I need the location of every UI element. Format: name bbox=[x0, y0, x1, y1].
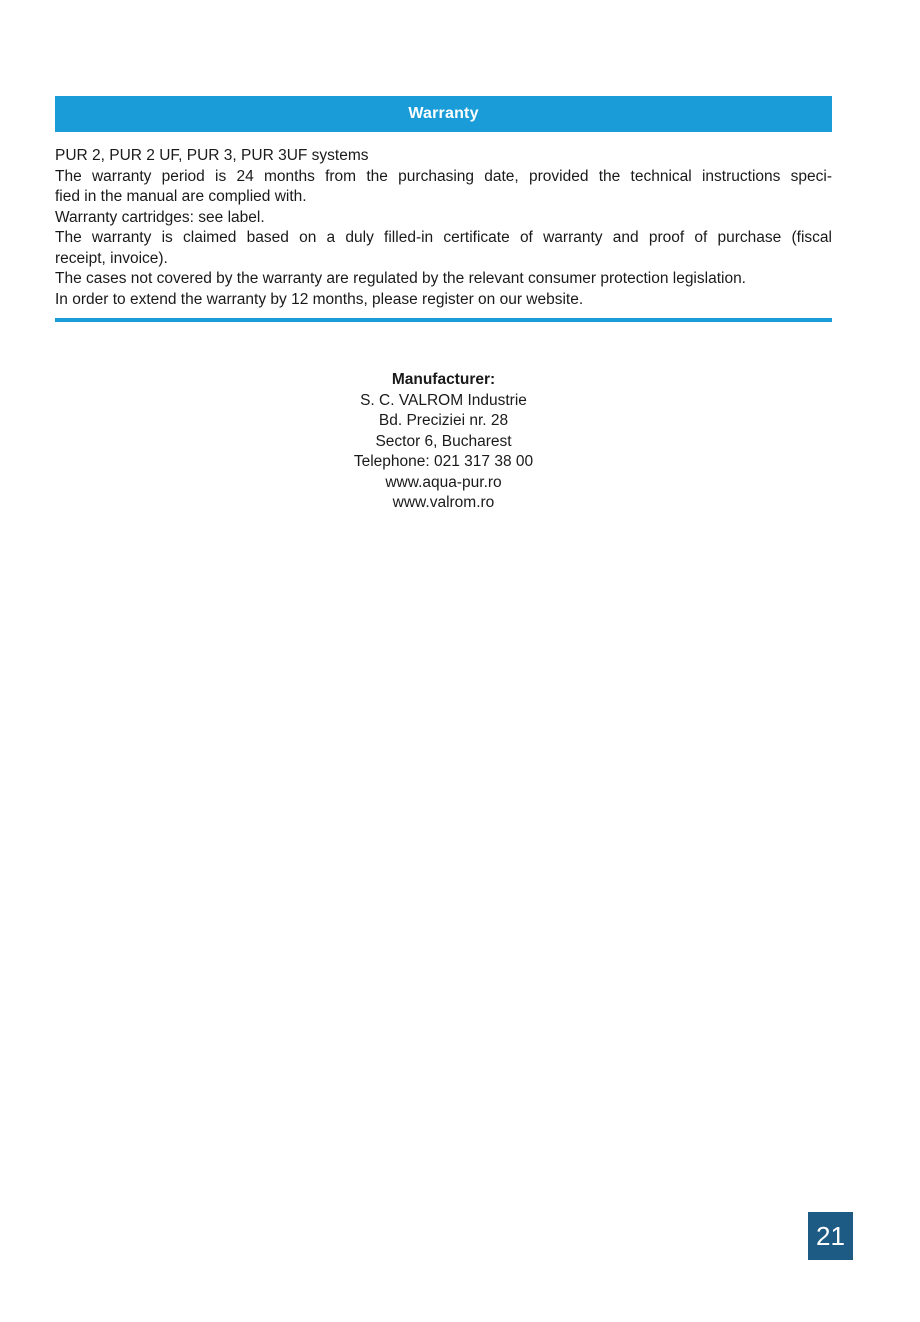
warranty-text-line: receipt, invoice). bbox=[55, 249, 168, 267]
warranty-text-line: Warranty cartridges: see label. bbox=[55, 208, 265, 226]
warranty-text-line: The cases not covered by the warranty are regulated by the relevant consumer protection legislation. bbox=[55, 270, 746, 287]
manufacturer-line: Telephone: 021 317 38 00 bbox=[353, 453, 534, 470]
warranty-text bbox=[55, 146, 832, 310]
section-title: Warranty bbox=[408, 105, 479, 122]
warranty-text-line: fied in the manual are complied with. bbox=[55, 188, 307, 205]
warranty-text-line: The warranty is claimed based on a duly filled-in certificate of warranty and proof of purchase (fiscal bbox=[55, 229, 832, 246]
manufacturer-line: S. C. VALROM Industrie bbox=[360, 391, 527, 409]
warranty-text-line: The warranty period is 24 months from the purchasing date, provided the technical instructions speci- bbox=[55, 167, 832, 185]
section-header-bar bbox=[55, 96, 832, 132]
manufacturer-line: Sector 6, Bucharest bbox=[375, 432, 512, 450]
warranty-text-line: In order to extend the warranty by 12 months, please register on our website. bbox=[55, 290, 584, 308]
manufacturer-line: www.aqua-pur.ro bbox=[385, 473, 502, 491]
page-number-badge bbox=[808, 1212, 853, 1260]
manufacturer-heading: Manufacturer: bbox=[391, 371, 496, 388]
manufacturer-block bbox=[55, 370, 832, 514]
manufacturer-line: Bd. Preciziei nr. 28 bbox=[378, 412, 509, 429]
section-divider bbox=[55, 318, 832, 322]
manufacturer-line: www.valrom.ro bbox=[392, 494, 495, 511]
warranty-text-line: PUR 2, PUR 2 UF, PUR 3, PUR 3UF systems bbox=[55, 147, 369, 164]
page-number: 21 bbox=[816, 1220, 845, 1251]
